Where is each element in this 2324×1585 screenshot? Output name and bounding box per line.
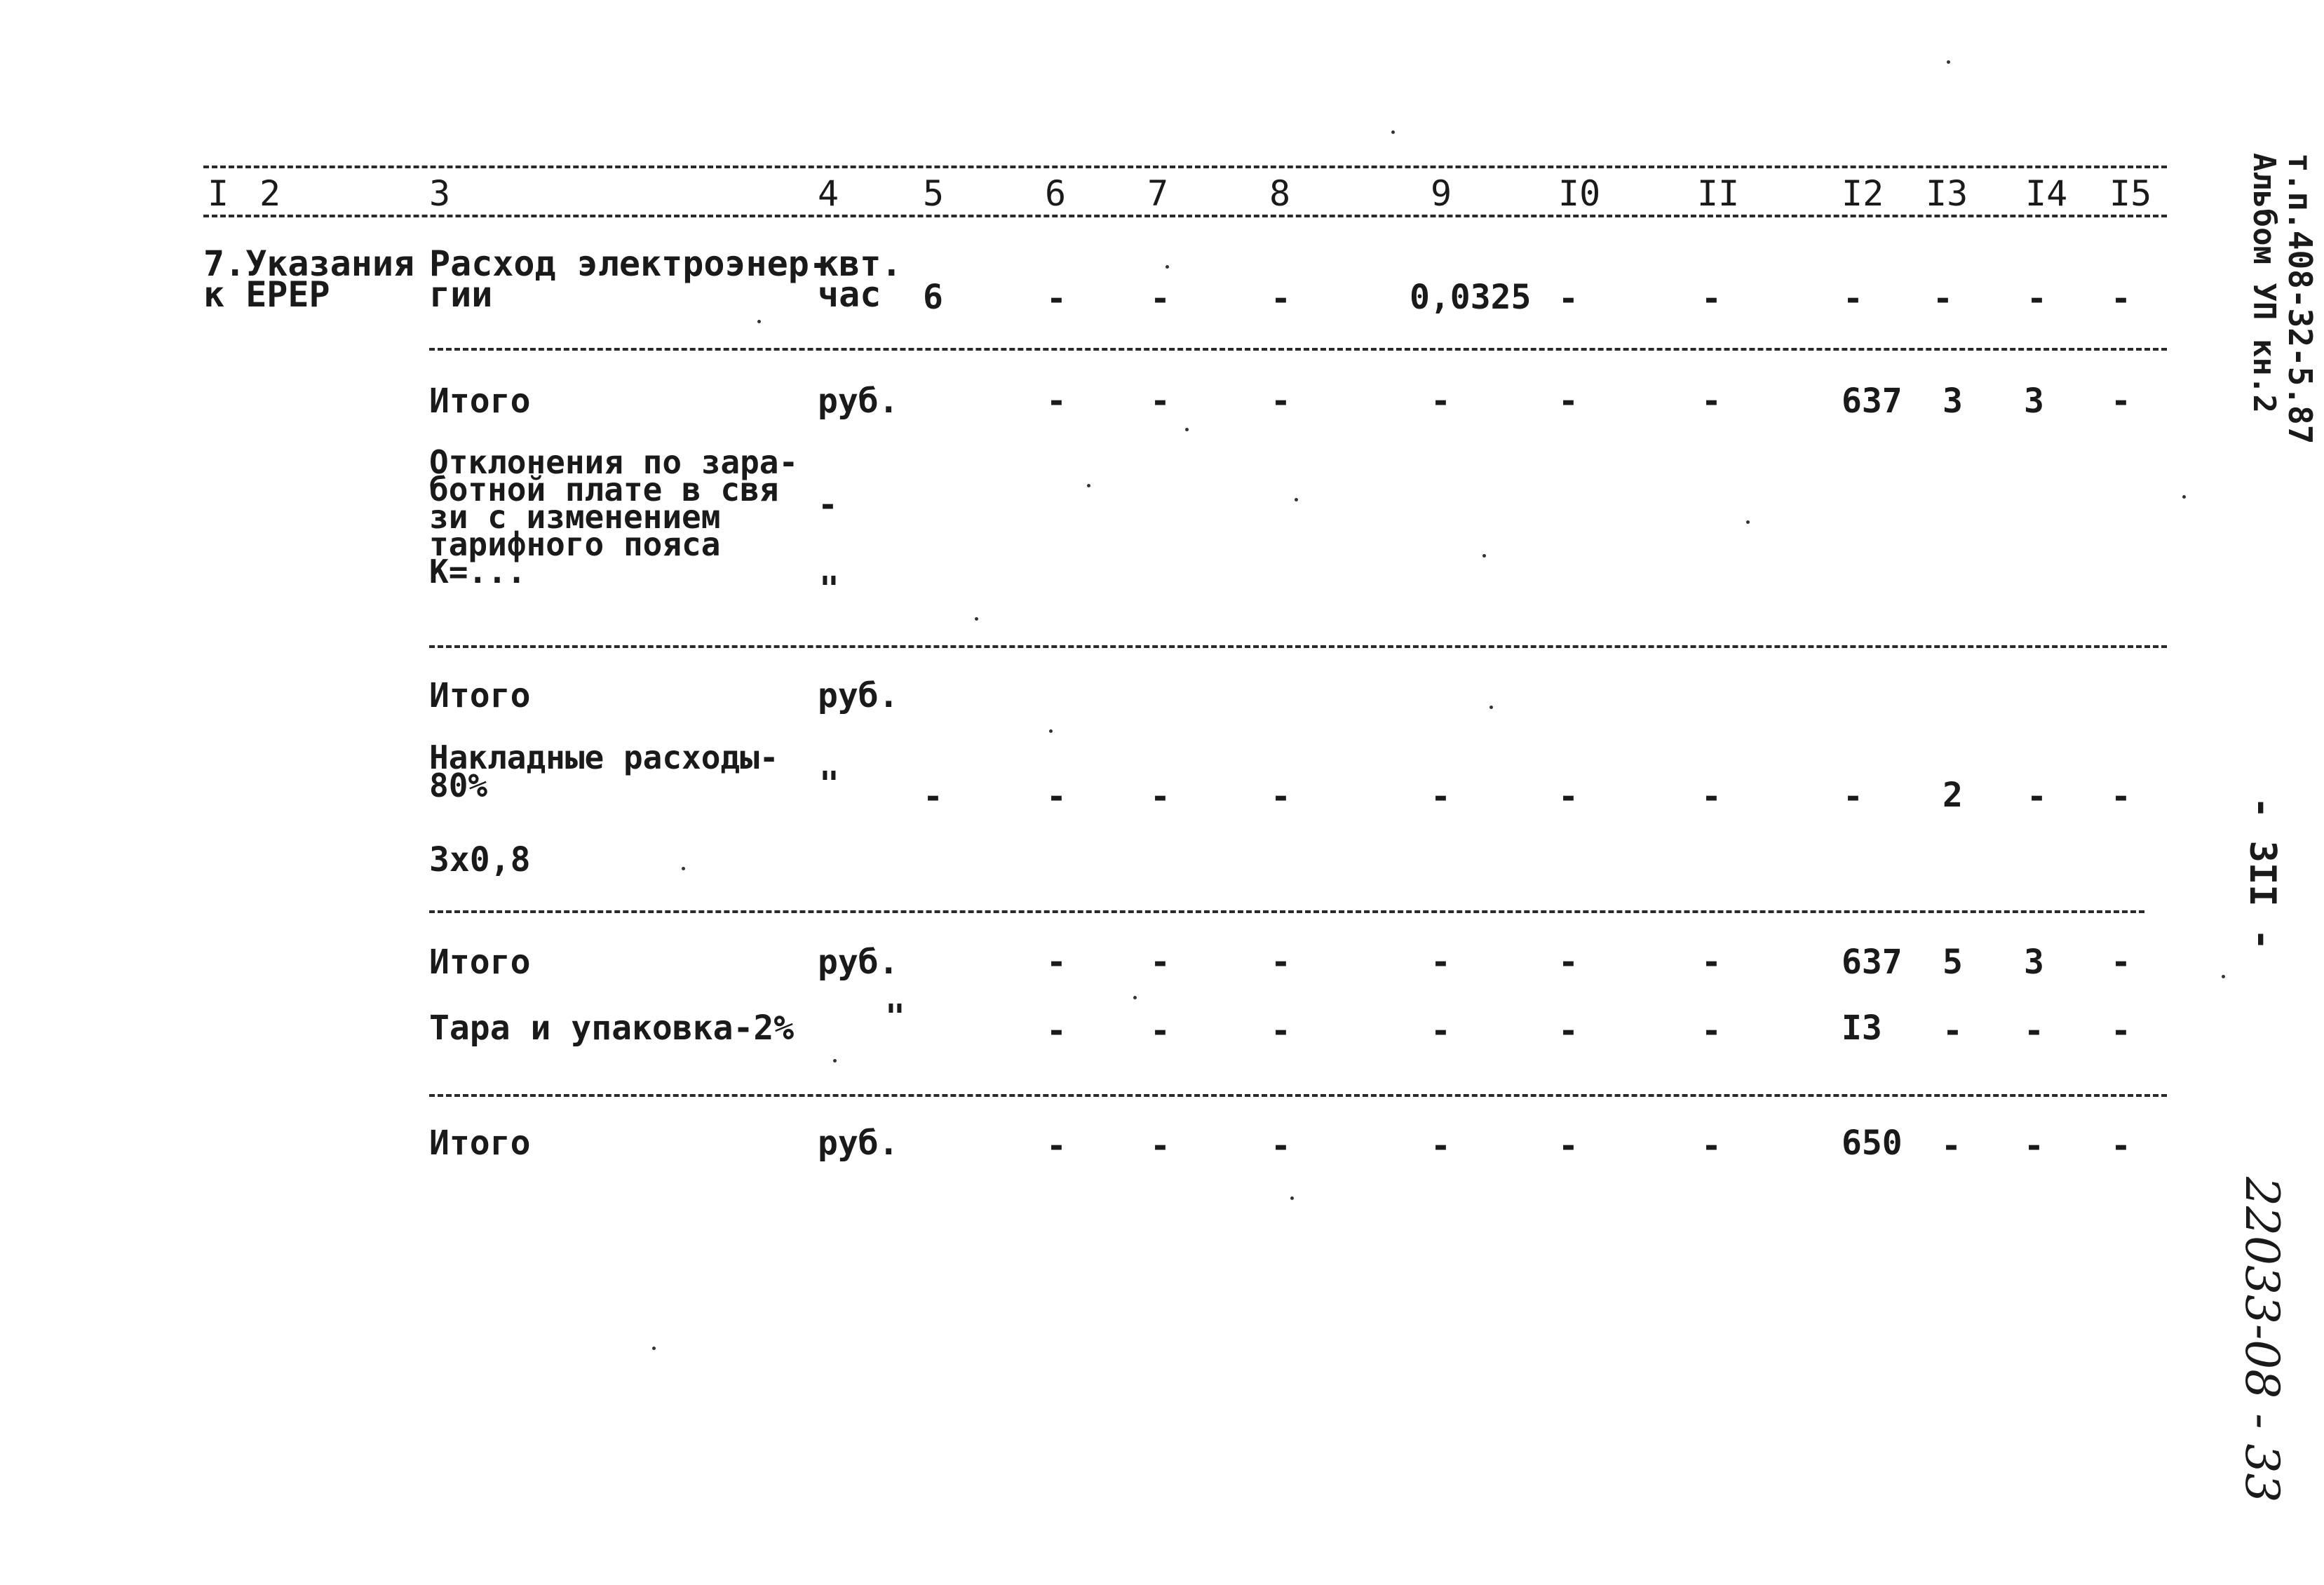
row-total-3-c6: - — [1046, 943, 1067, 982]
scan-speck — [1746, 520, 1750, 524]
doc-reference: т.п.408-32-5.87 — [2281, 153, 2319, 445]
row-total-3-c14: 3 — [2024, 943, 2044, 982]
row-total-final-c7: - — [1150, 1126, 1170, 1166]
scan-speck — [1391, 130, 1395, 134]
row-overhead-c7: - — [1150, 777, 1170, 816]
row-packaging-c15: - — [2111, 1011, 2131, 1051]
scan-speck — [2182, 495, 2186, 499]
row-total-3-c11: - — [1701, 943, 1722, 982]
scan-speck — [1489, 706, 1493, 709]
row-overhead-c8: - — [1271, 777, 1291, 816]
rule-after-electricity — [429, 348, 2167, 351]
row-deviation-unit: - — [818, 485, 838, 525]
col-header-13: I3 — [1926, 173, 1968, 214]
row-total-3-c10: - — [1558, 943, 1579, 982]
col-header-2: 2 — [259, 173, 281, 214]
scan-speck — [2222, 975, 2225, 978]
row-electricity-c11: - — [1701, 279, 1722, 318]
row-electricity-c5: 6 — [923, 278, 943, 317]
row-packaging-name: Тара и упаковка-2% — [429, 1009, 795, 1048]
row-deviation-unit2: " — [819, 569, 839, 609]
col-header-15: I5 — [2109, 173, 2152, 214]
row-electricity-c6: - — [1046, 279, 1067, 318]
row-packaging-c13: - — [1943, 1011, 1963, 1051]
rule-after-formula — [429, 910, 2144, 913]
row-total-1-c13: 3 — [1943, 382, 1963, 421]
scan-speck — [1185, 428, 1189, 431]
row-overhead-c10: - — [1558, 777, 1579, 816]
row-total-3-c9: - — [1431, 943, 1451, 982]
row-overhead-c11: - — [1701, 777, 1722, 816]
row-total-1-c9: - — [1431, 382, 1451, 421]
col-header-8: 8 — [1269, 173, 1291, 214]
row-electricity-name: Расход электроэнер- гии — [429, 243, 830, 315]
row-formula-name: 3х0,8 — [429, 840, 531, 879]
row-electricity-c12: - — [1843, 279, 1863, 318]
col-header-7: 7 — [1147, 173, 1169, 214]
row-total-final-c13: - — [1941, 1126, 1961, 1166]
col-header-5: 5 — [923, 173, 945, 214]
row-overhead-name: Накладные расходы- 80% — [429, 738, 779, 804]
row-total-final-c11: - — [1701, 1126, 1722, 1166]
scan-speck — [1290, 1196, 1294, 1200]
row-total-1-unit: руб. — [818, 382, 899, 421]
row-total-3-c8: - — [1271, 943, 1291, 982]
scan-speck — [757, 320, 761, 323]
row-total-3-name: Итого — [429, 943, 531, 982]
rule-after-deviation — [429, 645, 2167, 648]
row-packaging-c10: - — [1558, 1011, 1579, 1051]
row-total-final-c9: - — [1431, 1126, 1451, 1166]
row-electricity-c9: 0,0325 — [1410, 278, 1532, 317]
scan-speck — [1166, 265, 1169, 269]
row-overhead-c5: - — [923, 777, 943, 816]
row-total-1-c6: - — [1046, 382, 1067, 421]
section-label: 7.Указания к ЕРЕР — [203, 243, 415, 315]
page-number: - 3II - — [2241, 797, 2283, 951]
col-header-1: I — [208, 173, 229, 214]
row-total-1-c12: 637 — [1842, 382, 1903, 421]
rule-after-packaging — [429, 1094, 2167, 1097]
scan-speck — [1133, 996, 1137, 999]
row-packaging-c14: - — [2024, 1011, 2044, 1051]
row-total-1-c8: - — [1271, 382, 1291, 421]
row-total-1-c10: - — [1558, 382, 1579, 421]
row-total-3-c7: - — [1150, 943, 1170, 982]
row-total-final-name: Итого — [429, 1124, 531, 1163]
row-total-2-unit: руб. — [818, 676, 899, 715]
scan-speck — [975, 617, 978, 621]
row-packaging-c6: - — [1046, 1011, 1067, 1051]
row-total-final-c12: 650 — [1842, 1124, 1903, 1163]
row-overhead-c9: - — [1431, 777, 1451, 816]
row-electricity-c10: - — [1558, 279, 1579, 318]
row-electricity-c14: - — [2027, 279, 2047, 318]
scan-speck — [1482, 554, 1486, 558]
row-electricity-unit: квт. час — [818, 243, 903, 315]
header-bottom-rule — [203, 215, 2167, 217]
row-total-1-name: Итого — [429, 382, 531, 421]
row-overhead-c13: 2 — [1943, 776, 1963, 815]
row-overhead-c12: - — [1843, 777, 1863, 816]
row-electricity-c13: - — [1933, 279, 1953, 318]
row-total-final-c6: - — [1046, 1126, 1067, 1166]
row-electricity-c7: - — [1150, 279, 1170, 318]
row-electricity-c8: - — [1271, 279, 1291, 318]
row-total-final-unit: руб. — [818, 1124, 899, 1163]
row-packaging-c7: - — [1150, 1011, 1170, 1051]
handwritten-number: 22033-08 - 33 — [2235, 1177, 2289, 1503]
row-total-2-name: Итого — [429, 676, 531, 715]
scan-speck — [1295, 498, 1298, 501]
row-total-final-c10: - — [1558, 1126, 1579, 1166]
row-total-3-c15: - — [2111, 943, 2131, 982]
row-electricity-c15: - — [2111, 279, 2131, 318]
row-total-1-c15: - — [2111, 382, 2131, 421]
row-packaging-c12: I3 — [1842, 1009, 1882, 1048]
row-overhead-c6: - — [1046, 777, 1067, 816]
row-overhead-c14: - — [2027, 777, 2047, 816]
row-total-final-c15: - — [2111, 1126, 2131, 1166]
row-total-final-c14: - — [2024, 1126, 2044, 1166]
scan-speck — [1049, 729, 1053, 733]
scan-speck — [652, 1347, 656, 1350]
header-top-rule — [203, 166, 2167, 168]
scan-speck — [1947, 60, 1950, 64]
row-packaging-unit: " — [885, 997, 905, 1037]
row-packaging-c8: - — [1271, 1011, 1291, 1051]
row-total-1-c11: - — [1701, 382, 1722, 421]
col-header-6: 6 — [1045, 173, 1067, 214]
row-total-3-c12: 637 — [1842, 943, 1903, 982]
row-total-1-c7: - — [1150, 382, 1170, 421]
row-packaging-c11: - — [1701, 1011, 1722, 1051]
row-packaging-c9: - — [1431, 1011, 1451, 1051]
row-total-3-c13: 5 — [1943, 943, 1963, 982]
row-overhead-c15: - — [2111, 777, 2131, 816]
row-total-final-c8: - — [1271, 1126, 1291, 1166]
col-header-12: I2 — [1842, 173, 1884, 214]
col-header-3: 3 — [429, 173, 451, 214]
col-header-4: 4 — [818, 173, 839, 214]
scan-speck — [833, 1059, 837, 1063]
col-header-10: I0 — [1558, 173, 1601, 214]
scan-speck — [682, 867, 685, 870]
row-deviation-name: Отклонения по зара- ботной плате в свя зи с изменением тарифного пояса К=... — [429, 443, 799, 591]
scan-speck — [1087, 484, 1090, 487]
col-header-11: II — [1697, 173, 1740, 214]
row-total-1-c14: 3 — [2024, 382, 2044, 421]
row-total-3-unit: руб. — [818, 943, 899, 982]
col-header-9: 9 — [1431, 173, 1452, 214]
row-overhead-unit: " — [819, 764, 839, 804]
col-header-14: I4 — [2025, 173, 2068, 214]
album-reference: Альбом УП кн.2 — [2246, 153, 2282, 413]
